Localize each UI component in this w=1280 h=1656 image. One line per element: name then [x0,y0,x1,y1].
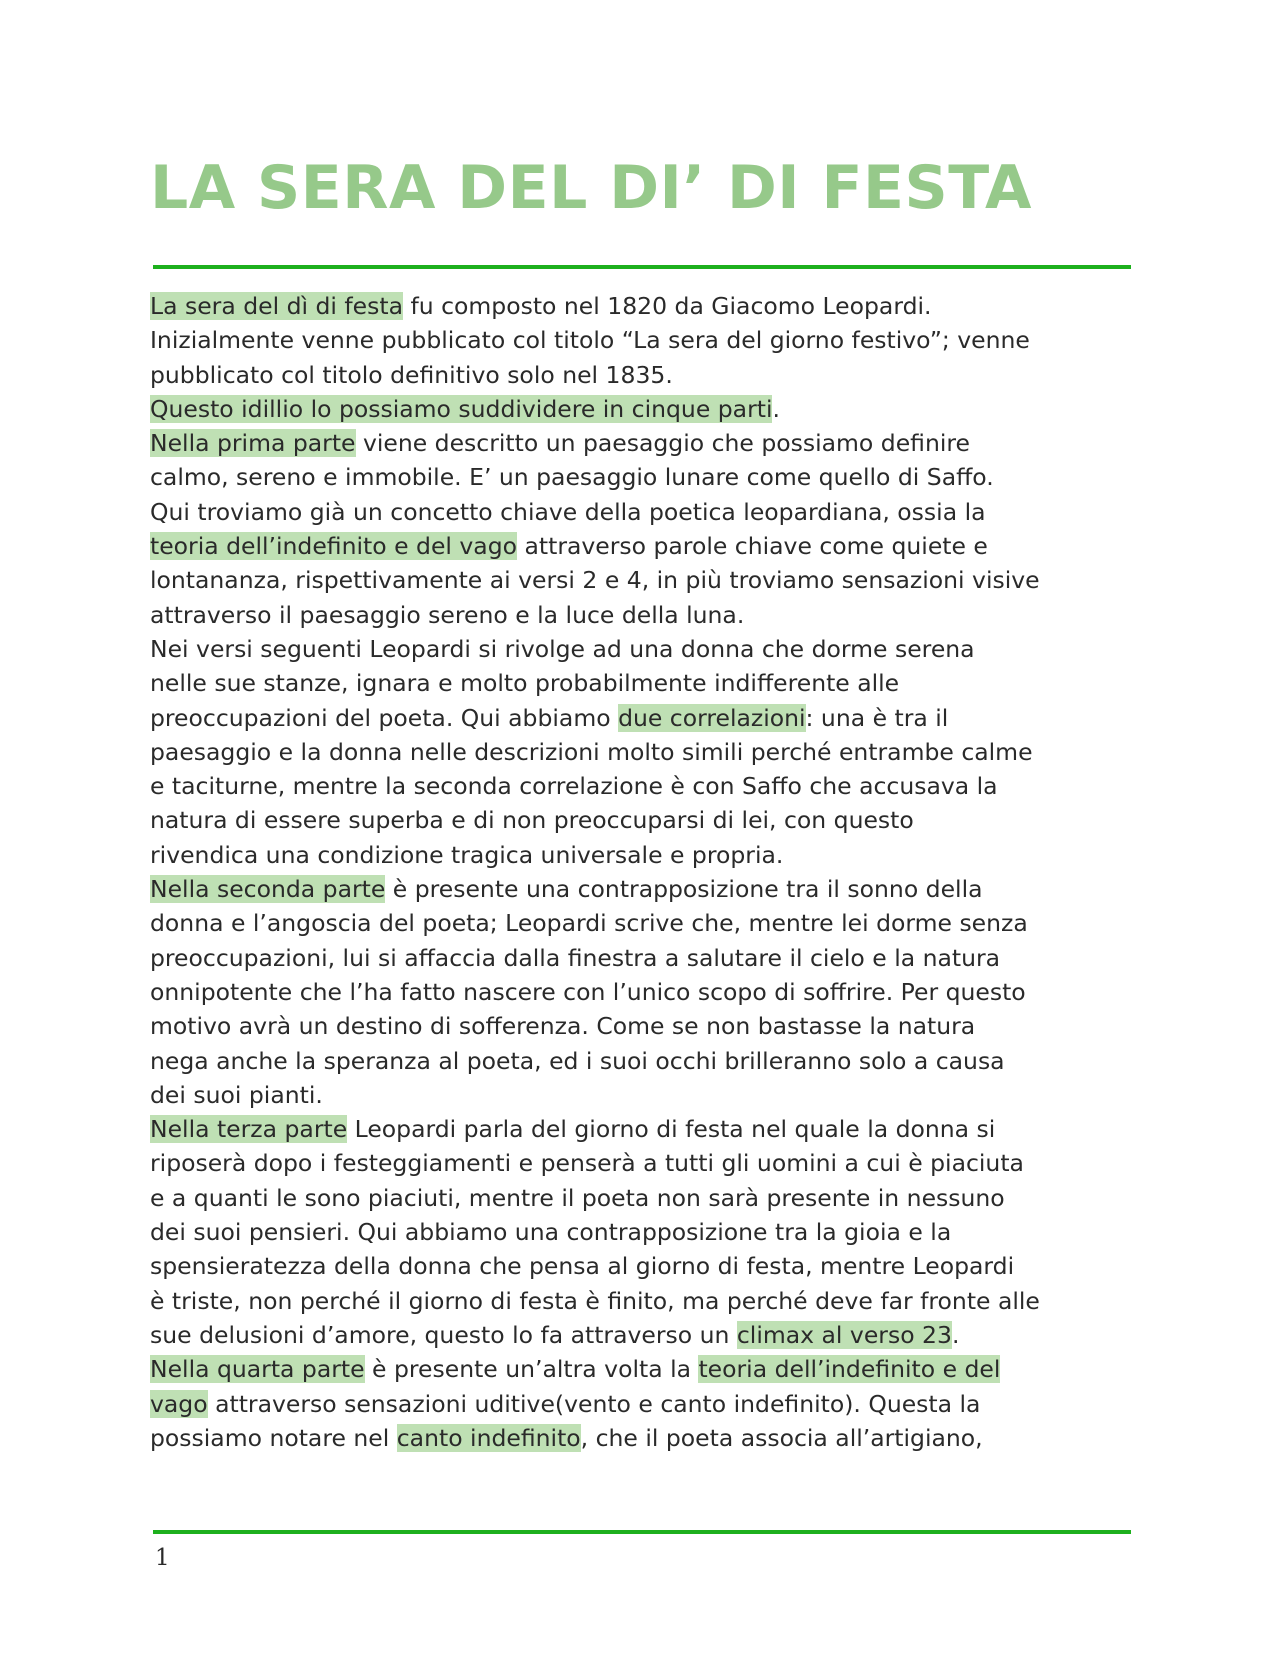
text-segment: motivo avrà un destino di sofferenza. Come se non bastasse la natura [150,1012,976,1041]
text-segment: calmo, sereno e immobile. E’ un paesaggio lunare come quello di Saffo. [150,463,994,492]
text-line [150,495,1140,529]
text-segment: spensieratezza della donna che pensa al giorno di festa, mentre Leopardi [150,1252,1015,1281]
top-divider [153,265,1131,269]
text-line [150,598,1140,632]
text-segment: Inizialmente venne pubblicato col titolo “La sera del giorno festivo”; venne [150,326,1030,355]
text-line [150,735,1140,769]
text-line [150,323,1140,357]
text-line [150,289,1140,323]
text-segment: e a quanti le sono piaciuti, mentre il poeta non sarà presente in nessuno [150,1183,1005,1212]
page-title: LA SERA DEL DI’ DI FESTA [150,153,1032,223]
text-line [150,1181,1140,1215]
text-segment: riposerà dopo i festeggiamenti e penserà a tutti gli uomini a cui è piaciuta [150,1149,1024,1178]
text-line [150,1387,1140,1421]
text-line [150,1421,1140,1455]
text-segment: viene descritto un paesaggio che possiamo definire [355,429,970,458]
text-segment: sue delusioni d’amore, questo lo fa attraverso un [150,1320,737,1349]
text-segment: Leopardi parla del giorno di festa nel quale la donna si [347,1115,996,1144]
text-line [150,392,1140,426]
text-line [150,838,1140,872]
text-line [150,803,1140,837]
highlighted-text: Nella seconda parte [150,875,386,904]
highlighted-text: teoria dell’indefinito e del vago [150,532,518,561]
text-line [150,426,1140,460]
text-segment: attraverso il paesaggio sereno e la luce della luna. [150,600,745,629]
page-number: 1 [155,1545,170,1571]
text-line [150,632,1140,666]
text-segment: nega anche la speranza al poeta, ed i suoi occhi brilleranno solo a causa [150,1046,1005,1075]
highlighted-text: La sera del dì di festa [150,292,403,320]
text-segment: nelle sue stanze, ignara e molto probabilmente indifferente alle [150,669,900,698]
highlighted-text: vago [150,1389,208,1418]
text-segment: paesaggio e la donna nelle descrizioni molto simili perché entrambe calme [150,737,1033,766]
highlighted-text: Questo idillio lo possiamo suddividere in cinque parti [150,394,773,423]
text-line [150,666,1140,700]
text-segment: onnipotente che l’ha fatto nascere con l’unico scopo di soffrire. Per questo [150,977,1026,1006]
text-segment: e taciturne, mentre la seconda correlazione è con Saffo che accusava la [150,772,998,801]
text-line [150,358,1140,392]
text-line [150,563,1140,597]
text-segment: è triste, non perché il giorno di festa è finito, ma perché deve far fronte alle [150,1286,1040,1315]
text-segment: , che il poeta associa all’artigiano, [580,1423,983,1452]
highlighted-text: Nella quarta parte [150,1355,365,1384]
text-segment: . [772,394,780,423]
text-segment: Qui troviamo già un concetto chiave della poetica leopardiana, ossia la [150,497,986,526]
text-line [150,529,1140,563]
text-line [150,701,1140,735]
text-segment: preoccupazioni del poeta. Qui abbiamo [150,703,619,732]
text-line [150,769,1140,803]
text-segment: Nei versi seguenti Leopardi si rivolge ad una donna che dorme serena [150,634,975,663]
highlighted-text: canto indefinito [396,1423,581,1452]
text-line [150,1284,1140,1318]
text-line [150,1318,1140,1352]
text-segment: attraverso parole chiave come quiete e [517,532,988,561]
text-line [150,975,1140,1009]
body-text [150,289,1140,1455]
text-line [150,1044,1140,1078]
text-line [150,941,1140,975]
text-line [150,1009,1140,1043]
text-line [150,1112,1140,1146]
text-segment: pubblicato col titolo definitivo solo nel 1835. [150,360,673,389]
text-line [150,872,1140,906]
text-segment: rivendica una condizione tragica universale e propria. [150,840,784,869]
highlighted-text: teoria dell’indefinito e del [698,1355,1001,1384]
text-line [150,460,1140,494]
highlighted-text: climax al verso 23 [736,1320,952,1349]
text-line [150,1078,1140,1112]
text-segment: preoccupazioni, lui si affaccia dalla finestra a salutare il cielo e la natura [150,943,1001,972]
highlighted-text: Nella prima parte [150,429,356,458]
text-segment: dei suoi pensieri. Qui abbiamo una contrapposizione tra la gioia e la [150,1218,952,1247]
highlighted-text: Nella terza parte [150,1115,348,1144]
highlighted-text: due correlazioni [618,703,806,732]
text-segment: donna e l’angoscia del poeta; Leopardi scrive che, mentre lei dorme senza [150,909,1028,938]
text-line [150,906,1140,940]
text-segment: : una è tra il [805,703,949,732]
text-line [150,1352,1140,1386]
text-segment: . [951,1320,960,1349]
text-segment: è presente un’altra volta la [364,1355,699,1384]
text-segment: natura di essere superba e di non preoccuparsi di lei, con questo [150,806,914,835]
text-segment: possiamo notare nel [150,1423,397,1452]
text-line [150,1146,1140,1180]
text-segment: è presente una contrapposizione tra il sonno della [385,875,983,904]
text-segment: fu composto nel 1820 da Giacomo Leopardi. [403,292,932,320]
text-segment: lontananza, rispettivamente ai versi 2 e 4, in più troviamo sensazioni visive [150,566,1040,595]
footer-divider [153,1530,1131,1534]
text-segment: attraverso sensazioni uditive(vento e canto indefinito). Questa la [207,1389,981,1418]
text-line [150,1249,1140,1283]
text-line [150,1215,1140,1249]
text-segment: dei suoi pianti. [150,1080,323,1109]
